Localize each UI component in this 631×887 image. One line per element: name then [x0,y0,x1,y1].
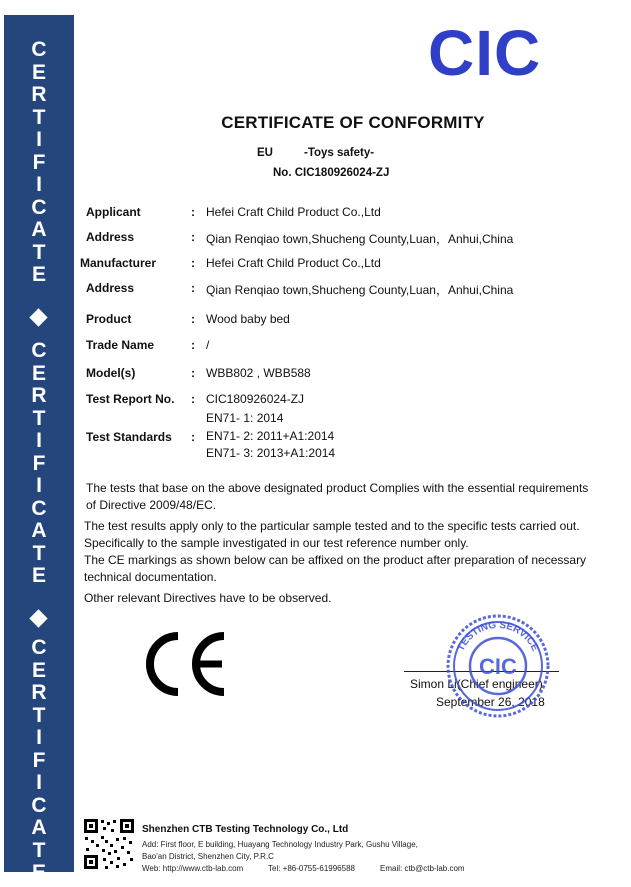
statement-line: Other relevant Directives have to be observed. [84,591,332,605]
sidebar-letter: E [31,263,46,286]
sidebar-letter: F [32,150,46,174]
sidebar-letter: F [32,748,46,772]
statement-line: Specifically to the sample investigated in our test reference number only. [84,536,469,550]
sidebar-letter: I [36,429,42,452]
product-colon: : [191,312,195,326]
sidebar-letter: F [32,451,46,475]
footer-address-line: Bao'an District, Shenzhen City, P.R.C [142,852,274,861]
applicant-address-colon: : [191,230,195,244]
certificate-number: No. CIC180926024-ZJ [273,167,390,179]
sidebar-letter: T [32,703,46,727]
scope-label: -Toys safety- [304,147,375,159]
sidebar-letter: I [36,726,42,749]
sidebar-letter: I [36,173,42,196]
sidebar-letter: C [31,195,47,219]
sidebar-letter: R [31,384,47,407]
sidebar-letter: C [31,496,47,520]
sidebar-letter: T [32,406,46,430]
ce-mark-icon [146,632,230,701]
region-label: EU [257,147,273,159]
svg-text:CIC: CIC [479,654,517,679]
models-value: WBB802 , WBB588 [206,366,311,380]
sidebar-letter: I [36,771,42,794]
applicant-address-label: Address [86,230,135,244]
statement-line: The CE markings as shown below can be affixed on the product after preparation of necessary [84,553,587,567]
applicant-value: Hefei Craft Child Product Co.,Ltd [206,205,381,219]
sidebar-letter: R [31,83,47,106]
sidebar-letter: A [31,519,47,542]
test-standards-colon: : [191,430,195,444]
signature-date: September 26, 2018 [436,695,545,709]
sidebar-letter: A [31,816,47,839]
product-label: Product [86,312,132,326]
qr-code-icon [83,818,135,870]
signatory-name: Simon Li(Chief engineer) [410,677,543,691]
footer-email: Email: ctb@ctb-lab.com [380,864,465,873]
footer-company-name: Shenzhen CTB Testing Technology Co., Ltd [142,824,349,835]
sidebar-letter: E [31,658,46,682]
manufacturer-colon: : [191,256,195,270]
test-standards-label: Test Standards [86,430,172,444]
test-report-no-colon: : [191,392,195,406]
trade-name-value: / [206,338,210,352]
test-standard-item: EN71- 2: 2011+A1:2014 [206,429,335,443]
test-report-no-value: CIC180926024-ZJ [206,392,305,406]
product-value: Wood baby bed [206,312,290,326]
certificate-sidebar [4,15,74,884]
trade-name-label: Trade Name [86,338,155,352]
applicant-label: Applicant [86,205,141,219]
statement-line: of Directive 2009/48/EC. [86,498,217,512]
manufacturer-address-label: Address [86,281,135,295]
certificate-title: CERTIFICATE OF CONFORMITY [221,113,485,132]
manufacturer-label: Manufacturer [80,256,157,270]
sidebar-letter: T [32,240,46,264]
models-label: Model(s) [86,366,136,380]
models-colon: : [191,366,195,380]
sidebar-letter: C [31,793,47,817]
manufacturer-address-colon: : [191,281,195,295]
sidebar-letter: A [31,218,47,241]
sidebar-letter: I [36,128,42,151]
statement-line: technical documentation. [84,570,217,584]
applicant-colon: : [191,205,195,219]
sidebar-diamond-icon [29,609,47,627]
sidebar-letter: E [31,60,46,84]
statement-line: The test results apply only to the particular sample tested and to the specific tests carried out. [84,519,580,533]
footer-tel: Tel: +86-0755-61996588 [268,864,355,873]
statement-line: The tests that base on the above designated product Complies with the essential requirements [86,481,589,495]
applicant-address-value: Qian Renqiao town,Shucheng County,Luan，Anhui,China [206,232,514,246]
testing-service-seal [444,612,552,725]
sidebar-diamond-icon [29,308,47,326]
footer-web: Web: http://www.ctb-lab.com [142,864,244,873]
sidebar-letter: E [31,361,46,385]
footer-address-line: Add: First floor, E building, Huayang Technology Industry Park, Gushu Village, [142,840,418,849]
sidebar-letter: T [32,105,46,129]
test-report-no-label: Test Report No. [86,392,175,406]
sidebar-letter: I [36,474,42,497]
manufacturer-value: Hefei Craft Child Product Co.,Ltd [206,256,381,270]
test-standard-item: EN71- 1: 2014 [206,411,284,425]
trade-name-colon: : [191,338,195,352]
sidebar-letter: T [32,541,46,565]
sidebar-letter: C [31,636,47,659]
sidebar-letter: E [31,861,46,884]
cic-logo: CIC [428,17,542,89]
sidebar-letter: C [31,38,47,61]
sidebar-letter: R [31,681,47,704]
sidebar-letter: C [31,339,47,362]
sidebar-letter: T [32,838,46,862]
sidebar-letter: E [31,564,46,587]
svg-text:TESTING SERVICE: TESTING SERVICE [455,619,541,654]
test-standard-item: EN71- 3: 2013+A1:2014 [206,446,336,460]
manufacturer-address-value: Qian Renqiao town,Shucheng County,Luan，Anhui,China [206,283,514,297]
